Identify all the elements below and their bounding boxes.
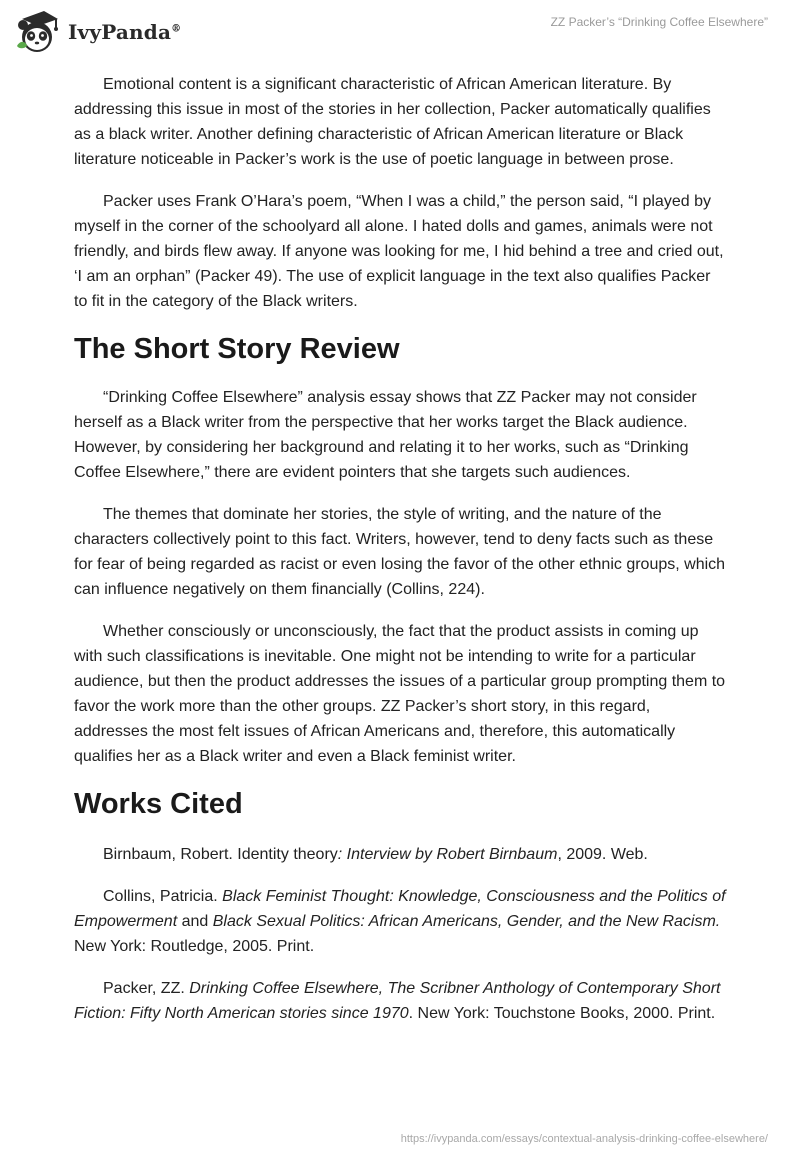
brand-logo[interactable]	[14, 10, 181, 54]
citation: Birnbaum, Robert. Identity theory: Interview by Robert Birnbaum, 2009. Web.	[103, 846, 648, 863]
citation: Packer, ZZ. Drinking Coffee Elsewhere, The Scribner Anthology of Contemporary Short Fiction: Fifty North American stories since 1970. New York: Touchstone Books, 2000. Print.	[74, 980, 721, 1022]
paragraph: “Drinking Coffee Elsewhere” analysis essay shows that ZZ Packer may not consider herself as a Black writer from the perspective that her works target the Black audience. However, by considering her background and relating it to her works, such as “Drinking Coffee Elsewhere,” there are evident pointers that she targets such audiences.	[74, 389, 697, 481]
page-header	[0, 0, 800, 64]
paragraph: Emotional content is a significant characteristic of African American literature. By addressing this issue in most of the stories in her collection, Packer automatically qualifies as a black writer. Another defining characteristic of African American literature or Black literature noticeable in Packer’s work is the use of poetic language in between prose.	[74, 76, 711, 168]
citation: Collins, Patricia. Black Feminist Thought: Knowledge, Consciousness and the Politics of Empowerment and Black Sexual Politics: African Americans, Gender, and the New Racism. New York: Routledge, 2005. Print.	[74, 888, 726, 955]
brand-name: IvyPanda®	[68, 20, 182, 44]
running-title: ZZ Packer’s “Drinking Coffee Elsewhere”	[550, 15, 768, 29]
paragraph: Packer uses Frank O’Hara’s poem, “When I was a child,” the person said, “I played by myself in the corner of the schoolyard all alone. I hated dolls and games, animals were not friendly, and birds flew away. If anyone was looking for me, I hid behind a tree and cried out, ‘I am an orphan” (Packer 49). The use of explicit language in the text also qualifies Packer to fit in the category of the Black writers.	[74, 193, 724, 310]
article-body	[74, 72, 726, 1043]
paragraph: Whether consciously or unconsciously, the fact that the product assists in coming up with such classifications is inevitable. One might not be intending to write for a particular audience, but then the product addresses the issues of a particular group prompting them to favor the work more than the other groups. ZZ Packer’s short story, in this regard, addresses the most felt issues of African Americans and, therefore, this automatically qualifies her as a Black writer and even a Black feminist writer.	[74, 623, 726, 765]
panda-graduate-icon	[14, 10, 62, 54]
paragraph: The themes that dominate her stories, the style of writing, and the nature of the characters collectively point to this fact. Writers, however, tend to deny facts such as these for fear of being regarded as racist or even losing the favor of the other ethnic groups, which can influence negatively on them financially (Collins, 224).	[74, 506, 726, 598]
section-heading-review: The Short Story Review	[74, 333, 400, 365]
section-heading-works-cited: Works Cited	[74, 788, 243, 820]
source-url[interactable]: https://ivypanda.com/essays/contextual-analysis-drinking-coffee-elsewhere/	[400, 1133, 768, 1145]
